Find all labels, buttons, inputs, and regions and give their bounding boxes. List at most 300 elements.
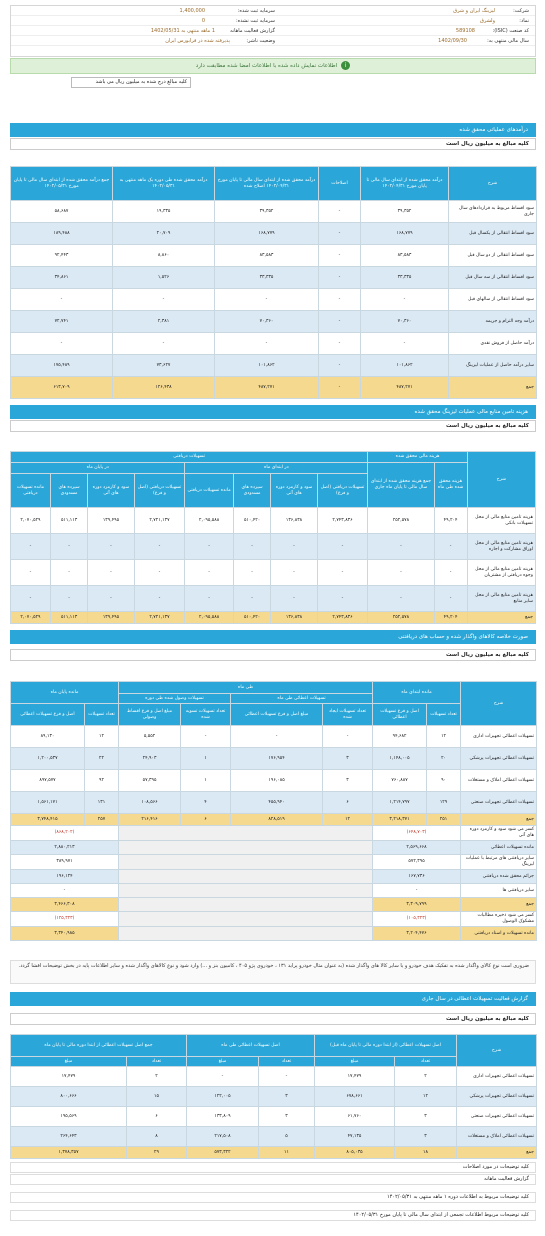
table-cell: ۲,۷۴۳,۸۳۶ [317, 612, 368, 624]
table-cell: ۱۹,۳۳۵ [113, 201, 215, 223]
table-cell: ۱۵ [127, 1087, 187, 1107]
table-cell: - [361, 333, 449, 355]
table-row [11, 1147, 537, 1159]
table-cell: ۲۵۲,۵۷۸ [368, 612, 434, 624]
blank-cell [119, 870, 373, 884]
row-label: مانده تسهیلات اعطائی [461, 841, 537, 855]
facilities-table [10, 1034, 537, 1159]
t1-header-cell: درآمد محقق شده از ابتدای سال مالی تا پایان مورخ ۱۴۰۲/۰۴/۳۱ [361, 167, 449, 201]
table-cell: - [11, 289, 113, 311]
table-cell: - [319, 289, 361, 311]
capital-value: 1,400,000 [179, 8, 205, 14]
table-cell: ۸۹,۱۳۰ [11, 726, 85, 748]
row-label: هزینه تامین منابع مالی از محل اوراق مشارکت و اجاره [467, 534, 535, 560]
table-cell: - [271, 534, 317, 560]
row-label: درآمد وجه التزام و جریمه [449, 311, 537, 333]
isic-value: 589108 [455, 28, 475, 34]
row-label: تسهیلات اعطائی تجهیزات پزشکی [457, 1087, 537, 1107]
table-cell: ۵۸,۶۸۷ [11, 201, 113, 223]
t2-header-begin: در ابتدای ماه [185, 463, 368, 474]
table-cell: ۱۳۱ [85, 792, 119, 814]
table-row [11, 586, 536, 612]
t4-header-desc: شرح [457, 1035, 537, 1067]
row-label: هزینه تامین منابع مالی از محل تسهیلات بانکی [467, 508, 535, 534]
table-cell: - [319, 223, 361, 245]
t2-subheader-cell: سپرده های مسدودی [50, 474, 87, 508]
table-cell: ۱۰۸,۵۶۶ [119, 792, 181, 814]
table-cell: ۲,۰۷۰,۵۲۹ [11, 612, 51, 624]
table-row [11, 912, 537, 927]
row-label: تسهیلات اعطائی املاک و مستغلات [461, 770, 537, 792]
row-label: کسر می شود سود و کارمزد دوره های آتی [461, 826, 537, 841]
table-cell: - [185, 534, 234, 560]
blank-cell [119, 841, 373, 855]
table-row [11, 841, 537, 855]
table-cell: ۳۴,۸۶۱ [11, 267, 113, 289]
table-cell: ۳۹,۳۵۲ [215, 201, 319, 223]
table-cell: ۱,۲۱۴,۷۹۷ [373, 792, 427, 814]
table-cell: ۲,۷۲۱,۱۳۷ [134, 612, 185, 624]
table-cell: - [319, 245, 361, 267]
table-cell: ۵۱۱,۱۱۳ [50, 508, 87, 534]
t2-header-desc: شرح [467, 452, 535, 508]
table-cell: ۴۷,۱۳۵ [315, 1127, 395, 1147]
t4-header-cell: اصل تسهیلات اعطائی (از ابتدا دوره مالی تا پایان ماه قبل) [315, 1035, 457, 1057]
table-cell: - [185, 560, 234, 586]
table-cell: ۳ [395, 1127, 457, 1147]
row-label: تسهیلات اعطائی تجهیزات اداری [461, 726, 537, 748]
operating-revenue-unit: کلیه مبالغ به میلیون ریال است [10, 138, 536, 150]
table-row [11, 748, 537, 770]
table-row [11, 289, 537, 311]
table-row [11, 726, 537, 748]
row-label: مانده تسهیلات و اسناد دریافتنی [461, 927, 537, 941]
table-cell: - [319, 355, 361, 377]
t2-subheader-cell: سود و کارمزد دوره های آتی [88, 474, 134, 508]
isic-label: کد صنعت (ISIC): [492, 28, 529, 34]
table-cell: - [11, 884, 119, 898]
table-cell: ۲۵۱ [427, 814, 461, 826]
table-cell: ۸۰۰,۶۶۶ [11, 1087, 127, 1107]
table-cell: - [259, 1067, 315, 1087]
row-label: سود اقساط انتقالی از سالهای قبل [449, 289, 537, 311]
table-row [11, 1107, 537, 1127]
capital-label: سرمایه ثبت شده: [237, 8, 275, 14]
t4-header-cell: اصل تسهیلات اعطائی طی ماه [187, 1035, 315, 1057]
table-cell: - [319, 201, 361, 223]
table-cell: - [319, 311, 361, 333]
table-cell: ۵۱۰,۴۲۰ [233, 612, 270, 624]
t2-header-fac: تسهیلات دریافتی [11, 452, 368, 463]
t3-header-desc: شرح [461, 682, 537, 726]
table-cell: - [373, 884, 461, 898]
table-row [11, 333, 537, 355]
verification-notice: iاطلاعات نمایش داده شده با اطلاعات امضا شده مطابقت دارد [10, 58, 536, 74]
table-cell: - [319, 333, 361, 355]
t3-header-end: مانده پایان ماه [11, 682, 119, 704]
table-cell: ۱۰۱,۸۶۲ [215, 355, 319, 377]
table-cell: ۳,۲۰۴,۴۷۶ [373, 927, 461, 941]
table-cell: ۲,۷۴۳,۸۳۶ [317, 508, 368, 534]
table-cell: - [434, 560, 467, 586]
table-cell: ۷۰,۳۶۰ [215, 311, 319, 333]
table-cell: ۸۰۵,۰۳۵ [315, 1147, 395, 1159]
table-cell: ۲,۰۹۵,۵۸۸ [185, 508, 234, 534]
table-cell: ۸۲۸,۵۱۹ [231, 814, 323, 826]
t1-header-cell: شرح [449, 167, 537, 201]
table-cell: ۲,۳۸۱ [113, 311, 215, 333]
row-label: کسر می شود ذخیره مطالبات مشکوک الوصول [461, 912, 537, 927]
unit-note: کلیه مبالغ درج شده به میلیون ریال می باشد [71, 77, 191, 88]
table-cell: - [368, 534, 434, 560]
table-cell: ۵۷,۳۹۵ [119, 770, 181, 792]
table-row [11, 245, 537, 267]
row-label: تسهیلات اعطائی تجهیزات پزشکی [461, 748, 537, 770]
table-cell: ۳ [323, 770, 373, 792]
table-cell: ۱ [181, 770, 231, 792]
t2-header-fin: هزینه مالی محقق شده [368, 452, 467, 463]
t2-subheader-cell: تسهیلات دریافتی (اصل و فرع) [134, 474, 185, 508]
table-cell: - [187, 1067, 259, 1087]
table-row [11, 311, 537, 333]
table-cell: - [185, 586, 234, 612]
info-icon: i [341, 61, 350, 70]
t2-subheader-cell: مانده تسهیلات دریافتی [185, 474, 234, 508]
table-cell: ۵۷۳,۳۲۲ [187, 1147, 259, 1159]
table-cell: ۱۰۱,۸۶۲ [361, 355, 449, 377]
table-cell: ۲۴,۹۰۳ [119, 748, 181, 770]
table-row [11, 267, 537, 289]
table-cell: ۸۳,۵۸۳ [361, 245, 449, 267]
fiscal-year-label: سال مالی منتهی به: [487, 38, 529, 44]
table-cell: - [319, 377, 361, 399]
t3-subheader-cell: تعداد تسهیلات [427, 704, 461, 726]
corrections-notes: کلیه توضیحات در مورد اصلاحات [10, 1162, 536, 1173]
table-cell: ۲۲ [85, 748, 119, 770]
row-label: سود اقساط انتقالی از یکسال قبل [449, 223, 537, 245]
row-label: تسهیلات اعطائی تجهیزات صنعتی [457, 1107, 537, 1127]
t4-subheader-cell: مبلغ [11, 1057, 127, 1067]
table-cell: ۱۶۸,۷۷۹ [215, 223, 319, 245]
table-row [11, 855, 537, 870]
table-cell: ۱۶۷,۷۳۶ [373, 870, 461, 884]
table-cell: ۶ [181, 814, 231, 826]
table-row [11, 1067, 537, 1087]
row-label: سایر دریافتنی های مرتبط با عملیات لیزینگ [461, 855, 537, 870]
table-cell: - [11, 333, 113, 355]
table-cell: ۸ [127, 1127, 187, 1147]
fiscal-year-value: 1402/09/30 [438, 38, 467, 44]
table-cell: ۲,۸۸۰,۲۱۳ [11, 841, 119, 855]
row-label: هزینه تامین منابع مالی از محل سایر منابع [467, 586, 535, 612]
table-cell: - [317, 586, 368, 612]
table-cell: ۱۷۶,۹۵۴ [231, 748, 323, 770]
table-cell: ۷۰,۳۶۰ [361, 311, 449, 333]
table-cell: - [319, 267, 361, 289]
table-cell: ۵۷۲,۳۹۵ [373, 855, 461, 870]
table-cell: - [361, 289, 449, 311]
table-row [11, 355, 537, 377]
assets-table [10, 681, 537, 941]
row-label: تسهیلات اعطائی تجهیزات اداری [457, 1067, 537, 1087]
t1-header-cell: درآمد محقق شده از ابتدای سال مالی تا پایان مورخ ۱۴۰۲/۰۴/۳۱ اصلاح شده [215, 167, 319, 201]
t4-subheader-cell: تعداد [259, 1057, 315, 1067]
table-cell: - [271, 560, 317, 586]
table-cell: ۷۲,۷۴۱ [11, 311, 113, 333]
table-cell: ۷۶۰,۸۸۷ [373, 770, 427, 792]
table-cell: ۲,۵۶۹,۶۶۸ [373, 841, 461, 855]
table-row [11, 612, 536, 624]
row-label: تسهیلات اعطائی تجهیزات صنعتی [461, 792, 537, 814]
blank-cell [119, 927, 373, 941]
table-cell: ۱ [181, 748, 231, 770]
company-header [10, 5, 536, 57]
table-cell: - [368, 560, 434, 586]
table-cell: ۱۷,۴۷۹ [315, 1067, 395, 1087]
table-cell: - [434, 586, 467, 612]
row-label: جرائم محقق شده دریافتنی [461, 870, 537, 884]
row-label: سایر دریافتنی ها [461, 884, 537, 898]
table-cell: ۱۲ [323, 814, 373, 826]
table-cell: - [134, 586, 185, 612]
table-cell: - [323, 726, 373, 748]
table-cell: ۱۹۶,۰۸۵ [231, 770, 323, 792]
table-cell: ۳۹,۳۵۲ [361, 201, 449, 223]
table-cell: ۶ [127, 1107, 187, 1127]
table-cell: ۱۳۶,۸۳۸ [271, 508, 317, 534]
row-label: سایر درآمد حاصل از عملیات لیزینگ [449, 355, 537, 377]
t3-subheader-cell: مبلغ اصل و فرع اقساط وصولی [119, 704, 181, 726]
table-cell: - [113, 289, 215, 311]
table-row [11, 814, 537, 826]
table-cell: ۴۹,۲۰۴ [434, 612, 467, 624]
table-cell: ۲,۰۹۵,۵۸۸ [185, 612, 234, 624]
table-cell: ۱۶۸,۷۷۹ [361, 223, 449, 245]
table-row [11, 534, 536, 560]
period-notes: کلیه توضیحات مربوط به اطلاعات دوره ۱ ماهه منتهی به ۱۴۰۲/۰۵/۳۱ [10, 1192, 536, 1203]
table-cell: ۱۲۲,۰۰۵ [187, 1087, 259, 1107]
table-cell: ۶۱۳,۷۰۹ [11, 377, 113, 399]
table-cell: ۲,۷۲۱,۱۳۷ [134, 508, 185, 534]
table-cell: ۱۲۹ [427, 792, 461, 814]
table-cell: ۱۲ [427, 726, 461, 748]
goods-type-note: ضروری است نوع کالای واگذار شده به تفکیک هدف خودرو و یا سایر کالا های واگذار شده (به عنوان مثال خودرو پراید ۱۳۱ ، خودروی پژو ۴۰۵ ، کامیون بنز و ...) وارد شود و نوع کالاهای واگذار شده و سایر اطلاعات پایه در بخش توضیحات افشا گردد. [10, 960, 536, 984]
table-cell: ۱۳۳,۸۰۹ [187, 1107, 259, 1127]
table-cell: ۴۸۷,۲۷۱ [361, 377, 449, 399]
table-cell: (۱۰۵,۳۲۳) [373, 912, 461, 927]
status-label: وضعیت ناشر: [246, 38, 275, 44]
table-row [11, 898, 537, 912]
t4-header-cell: جمع اصل تسهیلات اعطائی از ابتدا دوره مالی تا پایان ماه [11, 1035, 187, 1057]
table-cell: - [181, 726, 231, 748]
table-cell: - [11, 534, 51, 560]
table-cell: ۱,۵۶۱,۱۷۱ [11, 792, 85, 814]
t2-subheader-cell: سود و کارمزد دوره های آتی [271, 474, 317, 508]
status-value: پذیرفته شده در فرابورس ایران [165, 38, 230, 44]
table-row [11, 377, 537, 399]
table-cell: - [231, 726, 323, 748]
table-cell: ۸۳,۵۸۳ [215, 245, 319, 267]
financing-cost-table [10, 451, 536, 624]
t3-subheader-cell: اصل و فرع تسهیلات اعطائی [11, 704, 85, 726]
table-cell: ۸۹۷,۵۷۷ [11, 770, 85, 792]
t3-subheader-cell: تعداد تسهیلات ایجاد شده [323, 704, 373, 726]
report-label: گزارش فعالیت ماهانه [230, 28, 275, 34]
financing-cost-section-title: هزینه تامین منابع مالی عملیات لیزینگ محقق شده [10, 405, 536, 419]
table-row [11, 1087, 537, 1107]
table-cell: (۸۶۸,۲۰۲) [11, 826, 119, 841]
t4-subheader-cell: تعداد [395, 1057, 457, 1067]
table-cell: ۱۹۶,۱۲۴ [11, 870, 119, 884]
t3-header-during: طی ماه [119, 682, 373, 694]
t1-header-cell: درآمد محقق شده طی دوره یک ماهه منتهی به ۱۴۰۲/۰۵/۳۱ [113, 167, 215, 201]
t3-subheader-cell: تعداد تسهیلات تسویه شده [181, 704, 231, 726]
table-row [11, 223, 537, 245]
table-cell: ۷۳,۶۲۷ [113, 355, 215, 377]
company-value: لیزینگ ایران و شرق [453, 8, 495, 14]
table-row [11, 884, 537, 898]
table-cell: ۱,۱۴۸,۰۰۵ [373, 748, 427, 770]
table-cell: - [88, 560, 134, 586]
blank-cell [119, 826, 373, 841]
table-cell: ۳۳,۳۳۵ [361, 267, 449, 289]
blank-cell [119, 898, 373, 912]
table-cell: ۱۲۶,۴۳۸ [113, 377, 215, 399]
blank-cell [119, 912, 373, 927]
table-cell: - [368, 586, 434, 612]
table-cell: ۳ [259, 1107, 315, 1127]
unregistered-capital-value: 0 [201, 18, 205, 24]
table-row [11, 770, 537, 792]
t3-subheader-cell: اصل و فرع تسهیلات اعطائی [373, 704, 427, 726]
table-cell: - [434, 534, 467, 560]
table-cell: ۳,۷۴۸,۴۱۵ [11, 814, 85, 826]
table-cell: ۲۵۲,۵۷۸ [368, 508, 434, 534]
table-cell: ۵۱۰,۴۲۰ [233, 508, 270, 534]
table-cell: - [50, 534, 87, 560]
assets-section-title: صورت خلاصه کالاهای واگذار شده و حساب های دریافتنی [10, 630, 536, 644]
t3-subheader-cell: تعداد تسهیلات [85, 704, 119, 726]
symbol-label: نماد: [519, 18, 529, 24]
table-cell: ۳ [259, 1087, 315, 1107]
table-cell: ۲۰,۷۰۹ [113, 223, 215, 245]
t1-header-cell: جمع درآمد محقق شده از ابتدای سال مالی تا پایان مورخ ۱۴۰۲/۰۵/۳۱ [11, 167, 113, 201]
table-row [11, 1127, 537, 1147]
table-cell: - [233, 586, 270, 612]
table-cell: - [317, 534, 368, 560]
table-cell: - [88, 586, 134, 612]
table-cell: ۱۲ [85, 726, 119, 748]
table-cell: ۳ [395, 1107, 457, 1127]
t4-subheader-cell: تعداد [127, 1057, 187, 1067]
table-cell: ۲ [127, 1067, 187, 1087]
row-label: درآمد حاصل از فروش نقدی [449, 333, 537, 355]
table-cell: ۱۷,۴۷۹ [11, 1067, 127, 1087]
row-label: سود اقساط انتقالی از سه سال قبل [449, 267, 537, 289]
row-label: جمع [449, 377, 537, 399]
table-cell: ۱۱ [259, 1147, 315, 1159]
table-cell: - [134, 534, 185, 560]
table-cell: - [11, 586, 51, 612]
table-cell: ۳,۳۴۰,۹۸۵ [11, 927, 119, 941]
table-cell: ۴۸۷,۲۷۱ [215, 377, 319, 399]
table-cell: ۱۸۹,۴۸۸ [11, 223, 113, 245]
t1-header-cell: اصلاحات [319, 167, 361, 201]
table-cell: ۲۱۶,۴۱۶ [119, 814, 181, 826]
row-label: جمع [461, 898, 537, 912]
table-cell: ۶ [323, 792, 373, 814]
table-cell: ۱۳۶,۸۳۸ [271, 612, 317, 624]
symbol-value: ولشرق [479, 18, 495, 24]
table-cell: ۱۳۹,۴۹۵ [88, 612, 134, 624]
cumulative-notes: کلیه توضیحات مربوط اطلاعات تجمعی از ابتدای سال مالی تا پایان مورخ ۱۴۰۲/۰۵/۳۱ [10, 1210, 536, 1221]
table-row [11, 927, 537, 941]
blank-cell [119, 855, 373, 870]
table-cell: ۲,۰۷۰,۵۲۹ [11, 508, 51, 534]
row-label: جمع [461, 814, 537, 826]
table-cell: ۶۷۸,۶۶۱ [315, 1087, 395, 1107]
table-cell: ۱,۲۰۰,۵۳۷ [11, 748, 85, 770]
row-label: سود اقساط انتقالی از دو سال قبل [449, 245, 537, 267]
table-cell: ۲ [395, 1067, 457, 1087]
t2-subheader-cell: مانده تسهیلات دریافتی [11, 474, 51, 508]
table-row [11, 508, 536, 534]
table-cell: ۱۲ [395, 1087, 457, 1107]
row-label: سود اقساط مربوط به قراردادهای سال جاری [449, 201, 537, 223]
table-cell: ۱,۵۲۶ [113, 267, 215, 289]
row-label: جمع [467, 612, 535, 624]
table-cell: ۳۳,۳۳۵ [215, 267, 319, 289]
table-cell: ۳۸۹,۹۷۱ [11, 855, 119, 870]
table-row [11, 560, 536, 586]
table-cell: ۳ [323, 748, 373, 770]
monthly-report-notes: گزارش فعالیت ماهانه [10, 1174, 536, 1185]
row-label: تسهیلات اعطائی املاک و مستغلات [457, 1127, 537, 1147]
table-cell: ۵۱۱,۱۱۳ [50, 612, 87, 624]
table-cell: - [215, 333, 319, 355]
table-row [11, 201, 537, 223]
table-cell: - [113, 333, 215, 355]
table-cell: ۳,۳۰۹,۷۹۹ [373, 898, 461, 912]
table-cell: ۵ [259, 1127, 315, 1147]
table-cell: ۹۴,۶۸۲ [373, 726, 427, 748]
table-cell: ۸,۸۶۰ [113, 245, 215, 267]
table-cell: ۳,۴۶۶,۳۰۸ [11, 898, 119, 912]
t2-subheader-cell: سپرده های مسدودی [233, 474, 270, 508]
table-cell: - [11, 560, 51, 586]
table-cell: - [134, 560, 185, 586]
t2-header-month: هزینه محقق شده طی ماه [434, 463, 467, 508]
table-cell: ۹۰ [427, 770, 461, 792]
table-cell: ۱۳۹,۴۹۵ [88, 508, 134, 534]
facilities-unit: کلیه مبالغ به میلیون ریال است [10, 1013, 536, 1025]
table-cell: - [88, 534, 134, 560]
table-cell: (۶۴۸,۷۰۳) [373, 826, 461, 841]
t3-header-collected: تسهیلات وصول شده طی دوره [119, 694, 231, 704]
table-cell: ۱۷۵,۴۸۹ [11, 355, 113, 377]
table-cell: ۱۹۵,۵۶۹ [11, 1107, 127, 1127]
table-cell: - [233, 560, 270, 586]
table-row [11, 870, 537, 884]
table-cell: ۵,۵۵۲ [119, 726, 181, 748]
table-cell: (۱۲۵,۳۲۳) [11, 912, 119, 927]
table-cell: ۳,۲۱۸,۳۷۱ [373, 814, 427, 826]
table-cell: ۴۹,۲۰۴ [434, 508, 467, 534]
table-cell: ۹۲,۴۴۳ [11, 245, 113, 267]
table-cell: ۲۹ [127, 1147, 187, 1159]
table-cell: ۲۱۷,۵۰۸ [187, 1127, 259, 1147]
report-value: 1 ماهه منتهی به 1402/05/31 [150, 28, 215, 34]
